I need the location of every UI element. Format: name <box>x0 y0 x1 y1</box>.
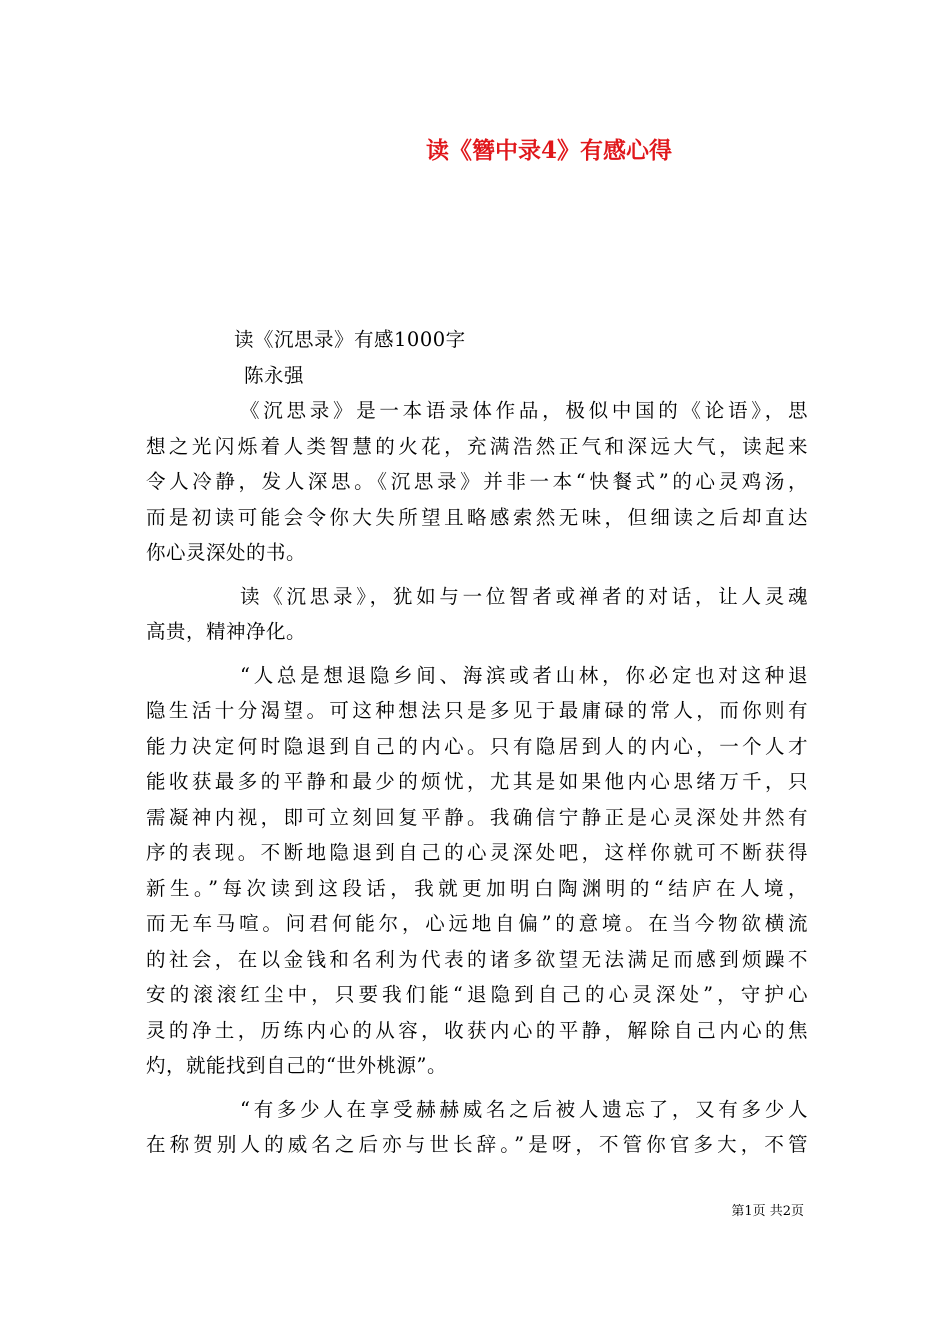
paragraph-1 <box>146 393 808 571</box>
text-line: 的社会，在以金钱和名利为代表的诸多欲望无法满足而感到烦躁不 <box>146 947 808 971</box>
paragraph-2 <box>146 579 808 650</box>
page-number-footer: 第1页 共2页 <box>731 1204 804 1219</box>
text-line: 灵的净土，历练内心的从容，收获内心的平静，解除自己内心的焦 <box>146 1018 808 1042</box>
text-line: 序的表现。不断地隐退到自己的心灵深处吧，这样你就可不断获得 <box>146 841 808 864</box>
article-author: 陈永强 <box>244 363 305 387</box>
paragraph-3 <box>146 658 808 1084</box>
document-body <box>146 322 808 1163</box>
text-line: “人总是想退隐乡间、海滨或者山林，你必定也对这种退 <box>240 663 808 687</box>
text-line: 能收获最多的平静和最少的烦忧，尤其是如果他内心思绪万千，只 <box>146 770 808 793</box>
article-title: 读《沉思录》有感1000字 <box>234 328 466 351</box>
text-line: 你心灵深处的书。 <box>146 541 307 564</box>
text-line: 想之光闪烁着人类智慧的火花，充满浩然正气和深远大气，读起来 <box>146 434 808 458</box>
text-line: 而无车马喧。问君何能尔，心远地自偏”的意境。在当今物欲横流 <box>146 912 808 935</box>
text-line: 需凝神内视，即可立刻回复平静。我确信宁静正是心灵深处井然有 <box>146 805 808 829</box>
text-line: 令人冷静，发人深思。《沉思录》并非一本“快餐式”的心灵鸡汤， <box>146 470 808 493</box>
paragraph-4 <box>146 1092 808 1163</box>
text-line: 高贵，精神净化。 <box>146 620 307 643</box>
text-line: 新生。”每次读到这段话，我就更加明白陶渊明的“结庐在人境， <box>146 876 808 900</box>
text-line: 灼，就能找到自己的“世外桃源”。 <box>146 1054 447 1077</box>
text-line: 隐生活十分渴望。可这种想法只是多见于最庸碌的常人，而你则有 <box>146 699 808 722</box>
text-line: 安的滚滚红尘中，只要我们能“退隐到自己的心灵深处”，守护心 <box>146 983 808 1006</box>
text-line: 而是初读可能会令你大失所望且略感索然无味，但细读之后却直达 <box>146 505 808 529</box>
text-line: 能力决定何时隐退到自己的内心。只有隐居到人的内心，一个人才 <box>146 734 808 758</box>
text-line: 读《沉思录》，犹如与一位智者或禅者的对话，让人灵魂 <box>240 584 808 608</box>
text-line: 在称贺别人的威名之后亦与世长辞。”是呀，不管你官多大，不管 <box>146 1133 808 1156</box>
text-line: 《沉思录》是一本语录体作品，极似中国的《论语》，思 <box>240 399 808 422</box>
text-line: “有多少人在享受赫赫威名之后被人遗忘了，又有多少人 <box>240 1097 808 1121</box>
document-title: 读《簪中录4》有感心得 <box>425 137 672 164</box>
